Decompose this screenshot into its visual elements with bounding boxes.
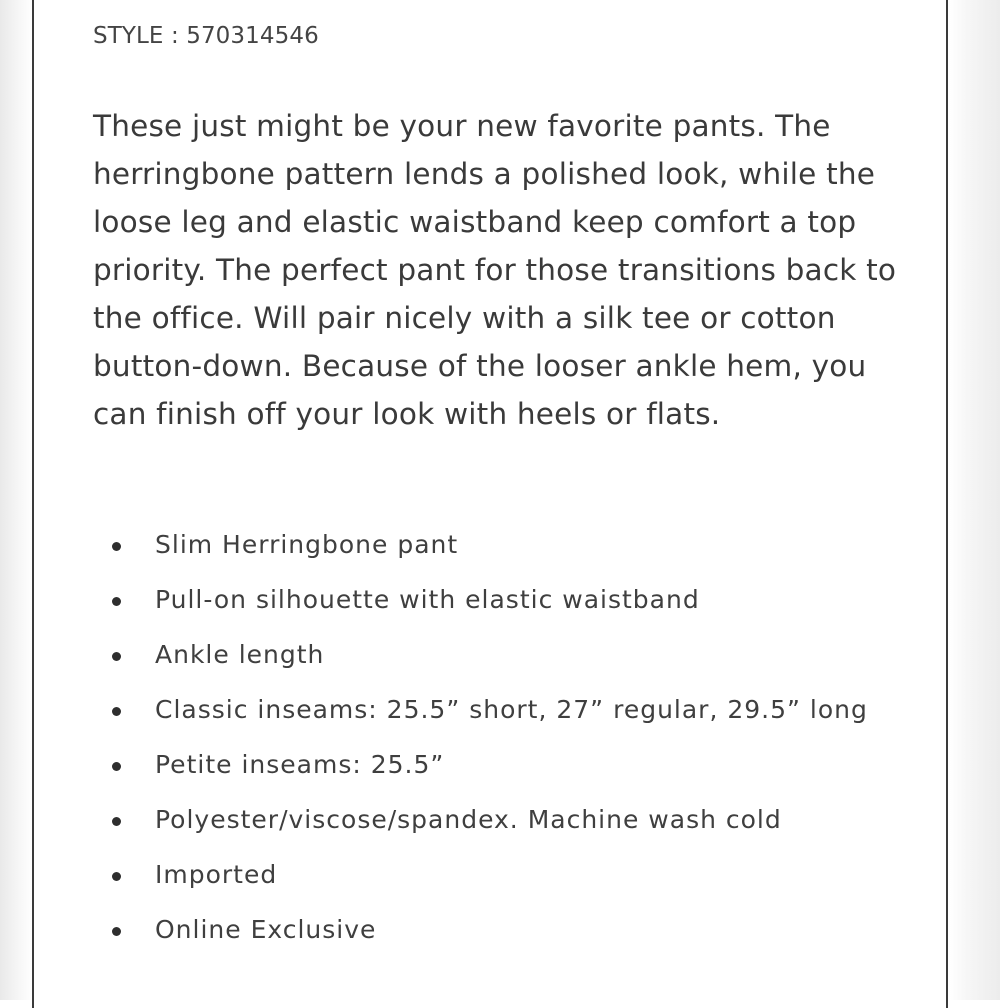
- style-number: STYLE : 570314546: [93, 23, 319, 49]
- feature-text: Petite inseams: 25.5”: [155, 750, 445, 779]
- feature-text: Slim Herringbone pant: [155, 530, 459, 559]
- bullet-icon: [112, 872, 121, 881]
- feature-item: [93, 580, 923, 620]
- feature-item: [93, 745, 923, 785]
- feature-item: [93, 855, 923, 895]
- bullet-icon: [112, 817, 121, 826]
- bullet-icon: [112, 542, 121, 551]
- bullet-icon: [112, 707, 121, 716]
- bullet-icon: [112, 762, 121, 771]
- bullet-icon: [112, 927, 121, 936]
- feature-item: [93, 910, 923, 950]
- feature-item: [93, 635, 923, 675]
- feature-list: [93, 525, 923, 965]
- bullet-icon: [112, 652, 121, 661]
- feature-text: Imported: [155, 860, 278, 889]
- feature-item: [93, 525, 923, 565]
- bullet-icon: [112, 597, 121, 606]
- feature-item: [93, 800, 923, 840]
- product-description: These just might be your new favorite pants. The herringbone pattern lends a polished look, while the loose leg and elastic waistband keep comfort a top priority. The perfect pant for those transitions back to the office. Will pair nicely with a silk tee or cotton button-down. Because of the looser ankle hem, you can finish off your look with heels or flats.: [93, 109, 897, 431]
- product-details-panel: [32, 0, 948, 1008]
- feature-text: Online Exclusive: [155, 915, 377, 944]
- feature-text: Ankle length: [155, 640, 325, 669]
- feature-item: [93, 690, 923, 730]
- feature-text: Pull-on silhouette with elastic waistband: [155, 585, 700, 614]
- feature-text: Polyester/viscose/spandex. Machine wash cold: [155, 805, 782, 834]
- feature-text: Classic inseams: 25.5” short, 27” regular, 29.5” long: [155, 695, 868, 724]
